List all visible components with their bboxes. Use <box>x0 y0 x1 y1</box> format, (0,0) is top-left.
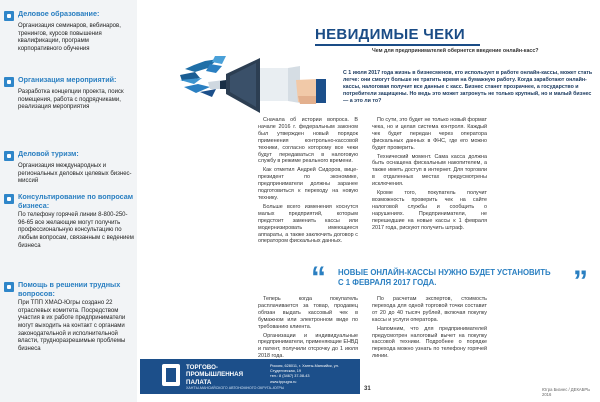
tourism-icon <box>4 151 14 161</box>
article-column-4 <box>372 296 487 362</box>
sidebar-item-title: Деловое образование: <box>18 9 100 18</box>
sidebar-item-text: По телефону горячей линии 8-800-250-96-65 все желающие могут получить профессиональную консультацию по любым вопросам, связанным с ведением бизнеса <box>18 212 134 249</box>
footer-website[interactable]: www.tppugra.ru <box>270 379 297 384</box>
paragraph: Теперь когда покупатель расплачивается за товар, продавец обязан выдать кассовый чек в бумажном или электронном виде по требованию клиента. <box>258 296 358 330</box>
paragraph: Сначала об истории вопроса. В начале 2016 г. федеральным законом был утвержден новый порядок применения контрольно-кассовой техники, согласно которому все чеки будут передаваться в налоговую службу в режиме реального времени. <box>258 117 358 165</box>
article-lead: С 1 июля 2017 года жизнь в бизнесменов, кто использует в работе онлайн-кассы, может стать легче: они смогут больше не тратить время на бумажную работу. Когда заработают онлайн-кассы, налоговая получит все данные с касс. Бизнес станет прозрачнее, а государство и потребители защищены. Но ведь это может затронуть не только крупный, но и малый бизнес — а это ли то? <box>343 70 593 104</box>
issue-label: Югра Бизнес / ДЕКАБРЬ 2016 <box>542 387 590 397</box>
paragraph: Организации и индивидуальные предприниматели, применяющие ЕНВД и патент, получили отсрочку до 1 июля 2018 года. <box>258 332 358 360</box>
sidebar-item-text: Организация международных и региональных деловых целевых бизнес-миссий <box>18 163 132 185</box>
sidebar-item-problem-solving <box>4 281 134 353</box>
events-icon <box>4 77 14 87</box>
sidebar-item-business-education <box>4 10 134 53</box>
sidebar-item-text: При ТПП ХМАО-Югры создано 22 отраслевых комитета. Посредством участия в их работе предприниматели могут выходить на контакт с органами законодательной и исполнительной власти, трудноразрешимые проблемы бизнеса <box>18 300 126 352</box>
sidebar-item-events <box>4 76 134 112</box>
article-column-2 <box>372 117 487 234</box>
page-number: 31 <box>364 386 371 392</box>
paragraph: Больше всего изменения коснутся малых предприятий, которым предстоит заменить кассы или модернизировать имеющиеся аппараты, а также заключить договор с оператором фискальных данных. <box>258 203 358 245</box>
sidebar-item-title: Помощь в решении трудных вопросов: <box>18 280 121 298</box>
paragraph: По сути, это будет не только новый формат чека, но и целая система контроля. Каждый чек будет передан через оператора фискальных данных в ФНС, где его можно будет проверить. <box>372 117 487 151</box>
sidebar <box>0 0 137 402</box>
sidebar-item-title: Организация мероприятий: <box>18 75 117 84</box>
footer-org-name: ТОРГОВО-ПРОМЫШЛЕННАЯ ПАЛАТА <box>186 364 244 386</box>
footer-contacts <box>270 364 356 385</box>
close-quote-icon: ” <box>573 265 588 298</box>
sidebar-item-text: Организация семинаров, вебинаров, тренингов, курсов повышения квалификации, программ корпоративного обучения <box>18 23 121 52</box>
paragraph: Кроме того, покупатель получит возможность проверить чек на сайте налоговой службы и сообщить о нарушениях. Предприниматели, не перешедшие на новые кассы к 1 февраля 2017 года, рискуют получить штраф. <box>372 190 487 231</box>
footer-phone: тел.: 8 (3467) 37-08-43 <box>270 374 310 379</box>
open-quote-icon: “ <box>311 261 326 294</box>
pull-quote <box>311 261 590 298</box>
chamber-logo-icon <box>162 364 180 386</box>
sidebar-item-business-tourism <box>4 150 134 186</box>
sidebar-item-title: Консультирование по вопросам бизнеса: <box>18 192 134 210</box>
footer-slogan: ХАНТЫ-МАНСИЙСКОГО АВТОНОМНОГО ОКРУГА–ЮГРЫ <box>186 386 285 390</box>
footer-address: Россия, 628011, г. Ханты-Мансийск, ул. Студенческая, 19 <box>270 364 339 374</box>
title-rule <box>315 44 480 46</box>
paragraph: Как отметил Андрей Сидоров, вице-президент по экономике, предприниматели должны заранее подготовиться к переходу на новую технику. <box>258 167 358 201</box>
article-column-3 <box>258 296 358 362</box>
consulting-icon <box>4 194 14 204</box>
sidebar-item-consulting <box>4 193 134 250</box>
page-subtitle: Чем для предпринимателей обернется введение онлайн-касс? <box>372 48 539 54</box>
help-icon <box>4 282 14 292</box>
sidebar-item-text: Разработка концепции проекта, поиск помещения, работа с подрядчиками, реализация мероприятия <box>18 89 124 111</box>
paragraph: По расчетам экспертов, стоимость перехода для одной торговой точки составит от 20 до 40 тысяч рублей, включая покупку кассы и услуги оператора. <box>372 296 487 323</box>
article-column-1 <box>258 117 358 247</box>
paragraph: Напомним, что для предпринимателей предусмотрен налоговый вычет на покупку кассовой техники. Подробнее о порядке перехода можно узнать по телефону горячей линии. <box>372 325 487 360</box>
paragraph: Технический момент. Сама касса должна быть оснащена фискальным накопителем, а также иметь доступ в интернет. Для торговли в отдаленных местах предусмотрены исключения. <box>372 153 487 188</box>
education-icon <box>4 11 14 21</box>
sidebar-item-title: Деловой туризм: <box>18 149 79 158</box>
page-title: НЕВИДИМЫЕ ЧЕКИ <box>315 26 465 43</box>
pull-quote-text: НОВЫЕ ОНЛАЙН-КАССЫ НУЖНО БУДЕТ УСТАНОВИТЬ С 1 ФЕВРАЛЯ 2017 ГОДА. <box>338 268 551 287</box>
